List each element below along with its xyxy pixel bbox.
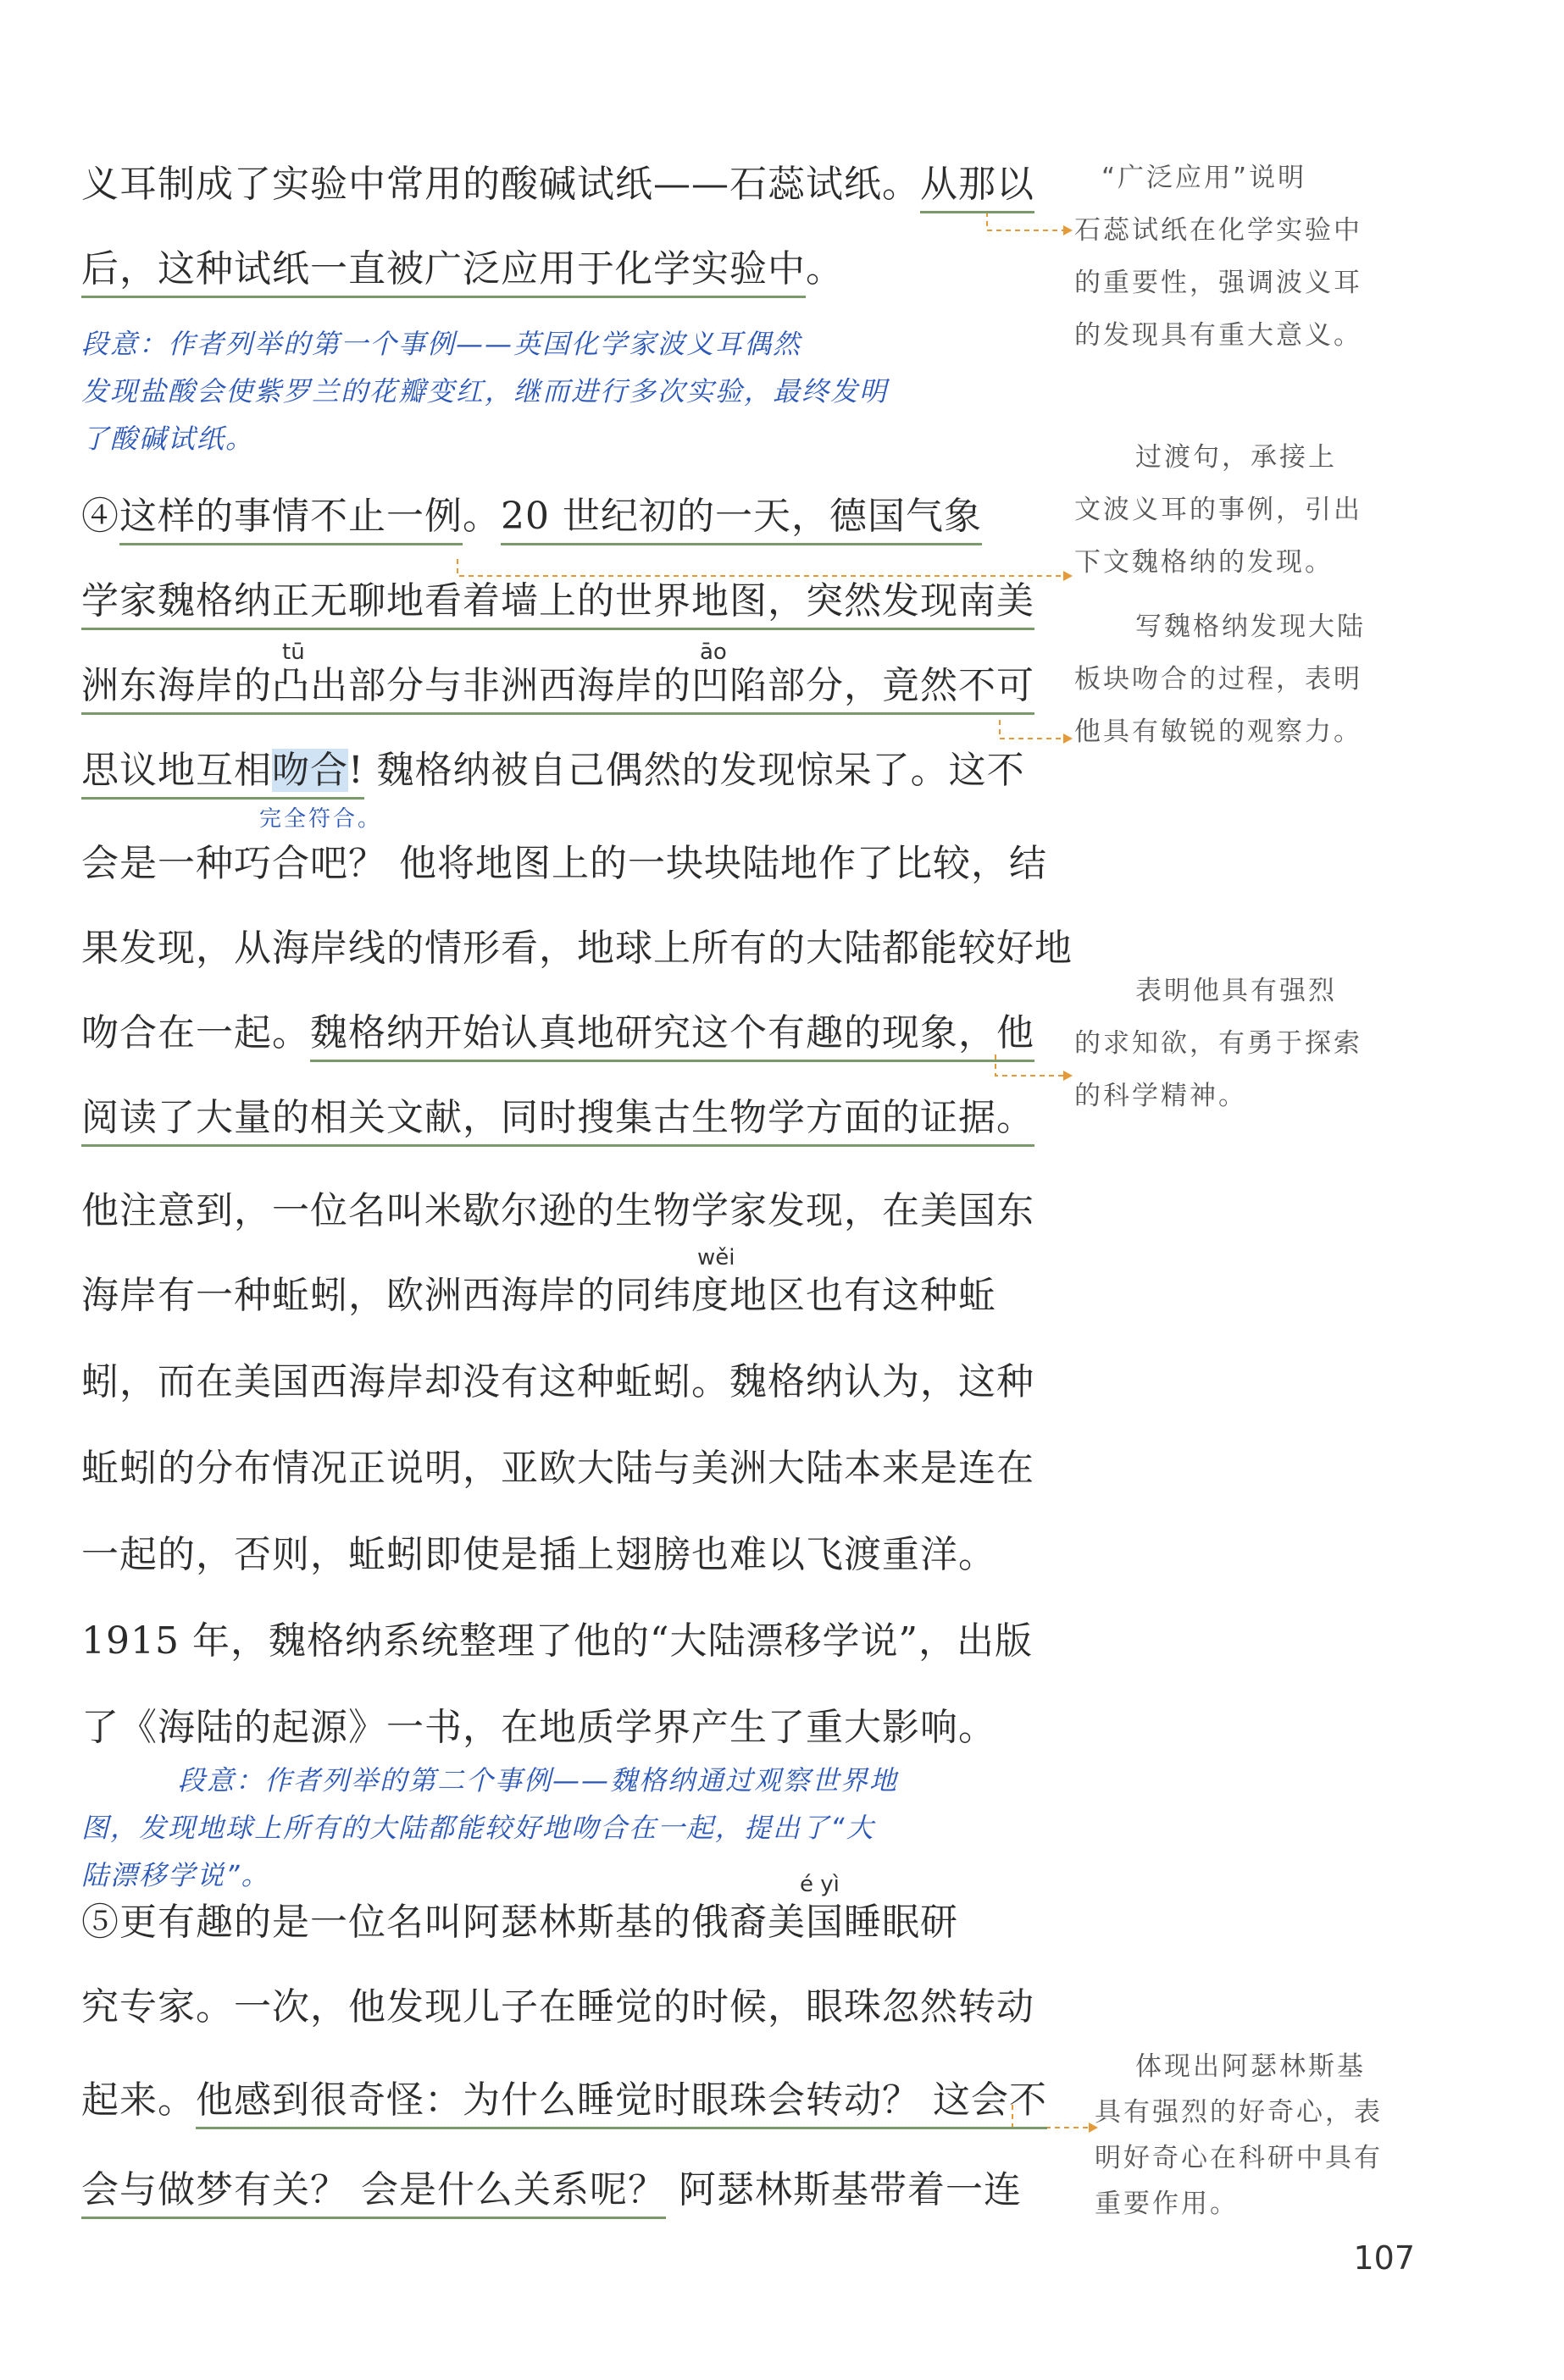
margin-note-line: 的重要性，强调波义耳 — [1074, 268, 1362, 298]
paragraph-summary-line: 发现盐酸会使紫罗兰的花瓣变红，继而进行多次实验，最终发明 — [81, 375, 889, 407]
pinyin-annotation: é yì — [800, 1872, 840, 1897]
paragraph-summary-line: 陆漂移学说”。 — [81, 1859, 270, 1891]
body-line — [81, 576, 1064, 627]
margin-note-line: 石蕊试纸在化学实验中 — [1074, 215, 1362, 246]
margin-note-line: 具有强烈的好奇心，表 — [1095, 2097, 1383, 2128]
underlined-sentence: 会与做梦有关？ 会是什么关系呢？ — [81, 2168, 666, 2219]
margin-note-line: 明好奇心在科研中具有 — [1095, 2143, 1383, 2173]
body-line: 义耳制成了实验中常用的酸碱试纸——石蕊试纸。从那以 — [81, 159, 1064, 210]
margin-note-line: “广泛应用”说明 — [1101, 163, 1307, 193]
margin-note-line: 写魏格纳发现大陆 — [1135, 612, 1366, 642]
margin-note-line: 重要作用。 — [1095, 2189, 1239, 2219]
body-line: 海岸有一种蚯蚓，欧洲西海岸的同纬度地区也有这种蚯 — [81, 1274, 996, 1317]
margin-note-line: 的发现具有重大意义。 — [1074, 320, 1362, 351]
body-line: 蚓，而在美国西海岸却没有这种蚯蚓。魏格纳认为，这种 — [81, 1360, 1034, 1403]
margin-note-line: 的求知欲，有勇于探索 — [1074, 1028, 1362, 1059]
margin-note-line: 体现出阿瑟林斯基 — [1135, 2051, 1366, 2082]
underlined-sentence: 他感到很奇怪：为什么睡觉时眼珠会转动？ 这会不 — [196, 2078, 1047, 2129]
body-line: 会与做梦有关？ 会是什么关系呢？ 阿瑟林斯基带着一连 — [81, 2165, 1064, 2216]
body-line: 一起的，否则，蚯蚓即使是插上翅膀也难以飞渡重洋。 — [81, 1533, 996, 1576]
underlined-sentence: 后，这种试纸一直被广泛应用于化学实验中 — [81, 247, 806, 298]
pinyin-annotation: wěi — [697, 1245, 735, 1270]
body-line: 了《海陆的起源》一书，在地质学界产生了重大影响。 — [81, 1706, 996, 1749]
paragraph-summary-line: 图，发现地球上所有的大陆都能较好地吻合在一起，提出了“大 — [81, 1812, 875, 1844]
paragraph-summary-line: 段意：作者列举的第一个事例——英国化学家波义耳偶然 — [81, 328, 802, 360]
paragraph-summary-line: 段意：作者列举的第二个事例——魏格纳通过观察世界地 — [178, 1764, 899, 1796]
body-line: 后，这种试纸一直被广泛应用于化学实验中。 — [81, 244, 1064, 295]
margin-note-line: 文波义耳的事例，引出 — [1074, 495, 1362, 525]
body-line: ⑤更有趣的是一位名叫阿瑟林斯基的俄裔美国睡眠研 — [81, 1901, 958, 1944]
underlined-sentence: 从那以 — [920, 163, 1034, 213]
pinyin-annotation: āo — [700, 639, 727, 665]
body-line: 思议地互相吻合! 魏格纳被自己偶然的发现惊呆了。这不 — [81, 745, 1064, 796]
underlined-sentence: 学家魏格纳正无聊地看着墙上的世界地图，突然发现南美 — [81, 579, 1034, 630]
margin-note-line: 下文魏格纳的发现。 — [1074, 547, 1334, 578]
margin-note-line: 他具有敏锐的观察力。 — [1074, 717, 1362, 747]
word-gloss: 完全符合。 — [259, 806, 383, 832]
body-line: 究专家。一次，他发现儿子在睡觉的时候，眼珠忽然转动 — [81, 1985, 1034, 2029]
pinyin-annotation: tū — [282, 639, 305, 665]
underlined-sentence: 20 世纪初的一天，德国气象 — [501, 495, 982, 545]
underlined-sentence: 魏格纳开始认真地研究这个有趣的现象，他 — [310, 1011, 1034, 1062]
body-line: 吻合在一起。魏格纳开始认真地研究这个有趣的现象，他 — [81, 1008, 1064, 1059]
margin-note-line: 板块吻合的过程，表明 — [1074, 664, 1362, 695]
body-line: 蚯蚓的分布情况正说明，亚欧大陆与美洲大陆本来是连在 — [81, 1447, 1034, 1490]
margin-note-line: 表明他具有强烈 — [1135, 976, 1337, 1006]
body-line: 果发现，从海岸线的情形看，地球上所有的大陆都能较好地 — [81, 927, 1073, 970]
highlighted-word: 吻合 — [272, 749, 348, 792]
underlined-sentence: 这样的事情不止一例 — [119, 495, 463, 545]
body-line — [81, 1093, 1064, 1143]
page-number: 107 — [1353, 2239, 1415, 2277]
body-line: 起来。他感到很奇怪：为什么睡觉时眼珠会转动？ 这会不 — [81, 2075, 1064, 2126]
paragraph-summary-line: 了酸碱试纸。 — [81, 423, 255, 455]
body-line — [81, 661, 1064, 711]
body-line: 1915 年，魏格纳系统整理了他的“大陆漂移学说”，出版 — [81, 1619, 1033, 1663]
underlined-sentence: 阅读了大量的相关文献，同时搜集古生物学方面的证据。 — [81, 1096, 1034, 1147]
margin-note-line: 的科学精神。 — [1074, 1081, 1247, 1111]
margin-note-line: 过渡句，承接上 — [1135, 442, 1337, 473]
body-line: 会是一种巧合吧？ 他将地图上的一块块陆地作了比较，结 — [81, 842, 1047, 885]
underlined-sentence: 洲东海岸的凸出部分与非洲西海岸的凹陷部分，竟然不可 — [81, 664, 1034, 715]
underlined-sentence: 思议地互相吻合! — [81, 749, 364, 800]
body-line: 他注意到，一位名叫米歇尔逊的生物学家发现，在美国东 — [81, 1189, 1034, 1232]
body-line: ④这样的事情不止一例。20 世纪初的一天，德国气象 — [81, 491, 1064, 542]
